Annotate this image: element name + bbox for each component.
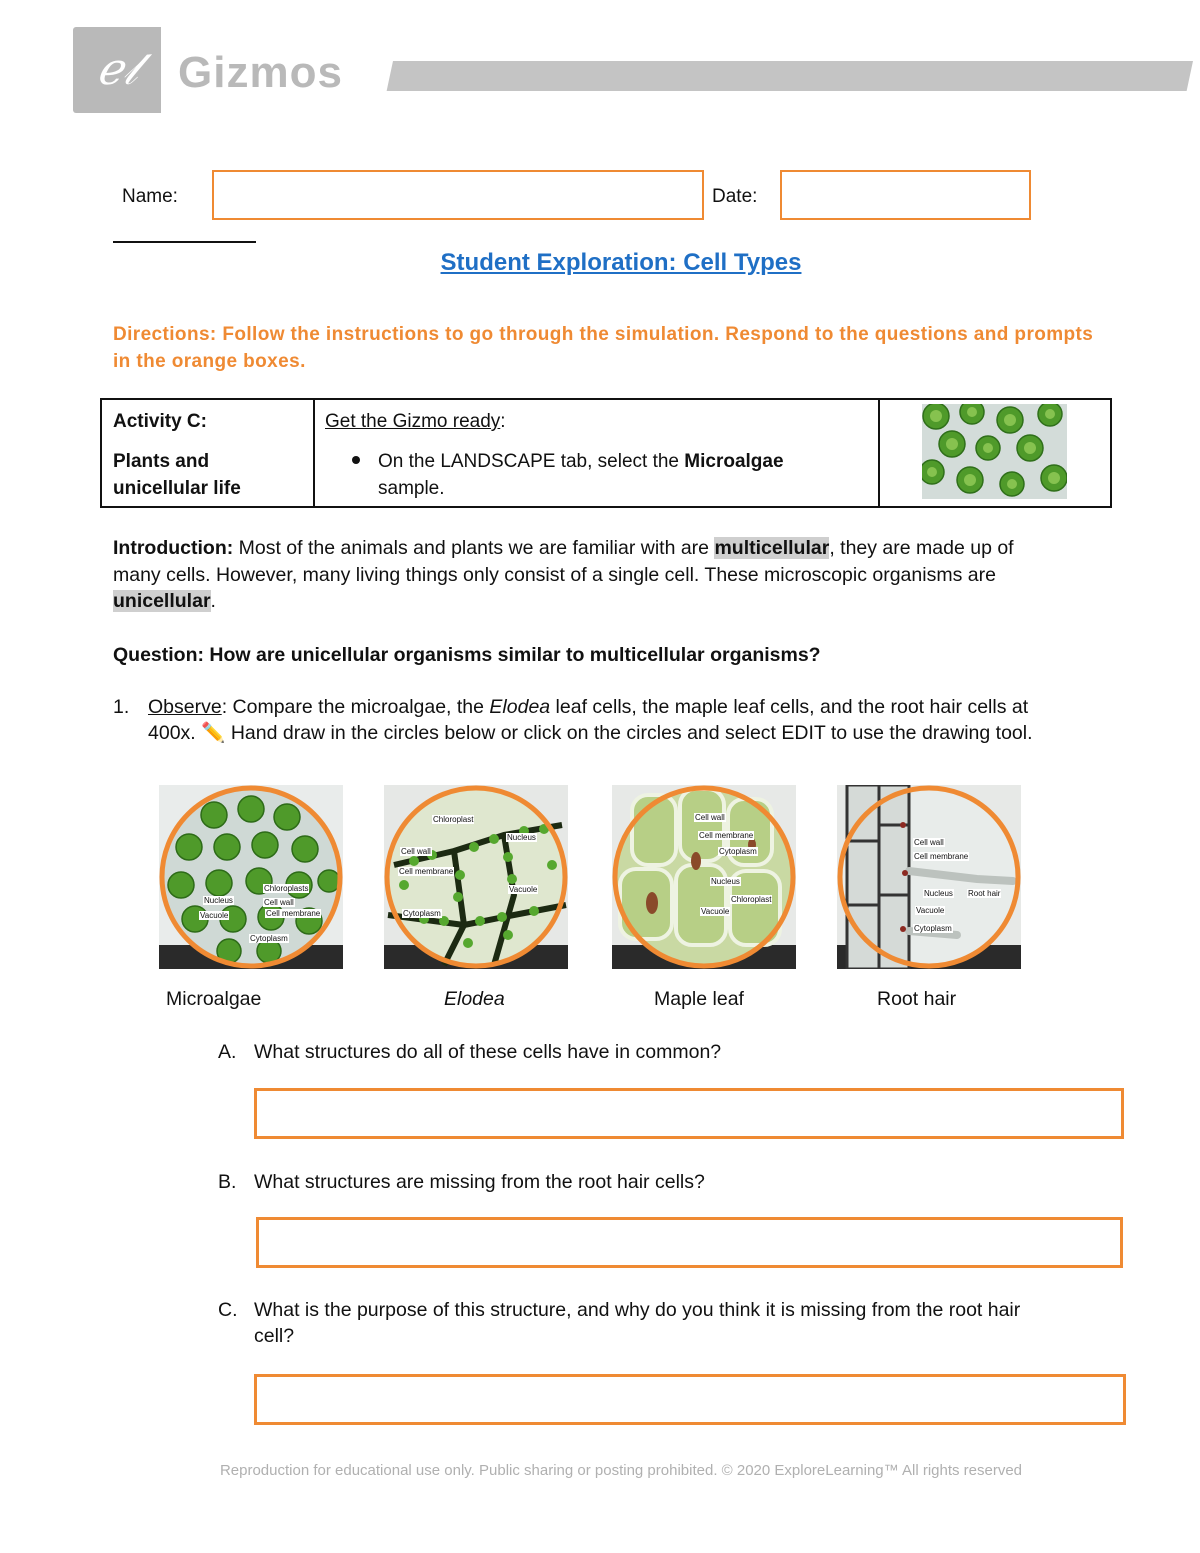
label-cell-membrane: Cell membrane — [266, 909, 321, 918]
maple-leaf-drawing-circle[interactable] — [612, 785, 796, 969]
label-cell-membrane: Cell membrane — [399, 867, 454, 876]
question-b-letter: B. — [218, 1171, 237, 1193]
question-c-text-2: cell? — [254, 1325, 295, 1347]
introduction-text-2: , they are made up of — [829, 537, 1014, 559]
bullet-prefix: On the LANDSCAPE tab, select the — [378, 451, 685, 472]
activity-heading: Activity C: — [113, 411, 207, 432]
introduction-line-2: many cells. However, many living things only consist of a single cell. These microscopic organisms are — [113, 564, 996, 586]
elodea-image — [384, 785, 568, 969]
label-chloroplasts: Chloroplasts — [264, 884, 309, 893]
date-field[interactable] — [780, 170, 1031, 220]
question-a-letter: A. — [218, 1041, 237, 1063]
label-cell-wall: Cell wall — [401, 847, 431, 856]
root-hair-image — [837, 785, 1021, 969]
label-root-hair: Root hair — [968, 889, 1001, 898]
caption-root-hair: Root hair — [877, 988, 957, 1010]
introduction-text-4: . — [210, 590, 216, 612]
introduction-label: Introduction: — [113, 537, 234, 559]
question-c-text-1: What is the purpose of this structure, and why do you think it is missing from the root hair — [254, 1299, 1021, 1321]
activity-subheading-2: unicellular life — [113, 478, 241, 499]
step-1-line-2: 400x. ✏️ Hand draw in the circles below or click on the circles and select EDIT to use the drawing tool. — [148, 722, 1033, 744]
footer-copyright: Reproduction for educational use only. Public sharing or posting prohibited. © 2020 ExploreLearning™ All rights reserved — [219, 1462, 1023, 1479]
label-nucleus: Nucleus — [711, 877, 740, 886]
step-label: Observe — [148, 696, 222, 718]
root-hair-drawing-circle[interactable] — [837, 785, 1021, 969]
question-b-text: What structures are missing from the root hair cells? — [254, 1171, 705, 1193]
step-1-line-1 — [148, 694, 1138, 720]
bullet-line-2: sample. — [378, 478, 445, 499]
microalgae-thumbnail — [922, 404, 1067, 499]
microalgae-drawing-circle[interactable] — [159, 785, 343, 969]
bullet-line-1 — [378, 448, 784, 475]
header-decorative-bar — [387, 61, 1193, 91]
answer-a-box[interactable] — [254, 1088, 1124, 1139]
label-cell-membrane: Cell membrane — [699, 831, 754, 840]
caption-elodea: Elodea — [444, 988, 505, 1010]
label-chloroplast: Chloroplast — [433, 815, 474, 824]
introduction-line-3 — [113, 588, 1113, 614]
label-vacuole: Vacuole — [509, 885, 538, 894]
label-cell-wall: Cell wall — [264, 898, 294, 907]
date-label: Date: — [712, 186, 758, 207]
label-chloroplast: Chloroplast — [731, 895, 772, 904]
label-vacuole: Vacuole — [200, 911, 229, 920]
step-number: 1. — [113, 696, 130, 718]
caption-microalgae: Microalgae — [166, 988, 262, 1010]
name-underline — [113, 241, 256, 243]
label-cell-wall: Cell wall — [914, 838, 944, 847]
elodea-drawing-circle[interactable] — [384, 785, 568, 969]
step-text-a: : Compare the microalgae, the — [221, 696, 490, 718]
term-multicellular: multicellular — [714, 537, 830, 559]
question-text: Question: How are unicellular organisms similar to multicellular organisms? — [113, 644, 821, 666]
gizmo-ready-label: Get the Gizmo ready — [325, 411, 501, 432]
brand-name: Gizmos — [178, 48, 343, 97]
table-divider — [313, 400, 315, 506]
label-vacuole: Vacuole — [916, 906, 945, 915]
page-title: Student Exploration: Cell Types — [440, 249, 802, 276]
label-cytoplasm: Cytoplasm — [914, 924, 952, 933]
microalgae-thumbnail-svg — [922, 404, 1067, 499]
label-cell-wall: Cell wall — [695, 813, 725, 822]
caption-maple-leaf: Maple leaf — [654, 988, 744, 1010]
name-label: Name: — [122, 186, 178, 207]
explorelearning-logo-icon: ℯ𝓁 — [96, 44, 138, 95]
question-a-text: What structures do all of these cells have in common? — [254, 1041, 722, 1063]
step-text-b: leaf cells, the maple leaf cells, and the root hair cells at — [550, 696, 1029, 718]
label-cytoplasm: Cytoplasm — [719, 847, 757, 856]
term-unicellular: unicellular — [113, 590, 211, 612]
bullet-bold: Microalgae — [684, 451, 784, 472]
directions-text: Directions: Follow the instructions to go through the simulation. Respond to the questions and prompts in the orange boxes. — [113, 324, 1094, 372]
activity-subheading-1: Plants and — [113, 451, 210, 472]
label-nucleus: Nucleus — [924, 889, 953, 898]
introduction-text-1: Most of the animals and plants we are familiar with are — [233, 537, 715, 559]
name-field[interactable] — [212, 170, 704, 220]
bullet-icon — [352, 456, 360, 464]
label-cell-membrane: Cell membrane — [914, 852, 969, 861]
label-cytoplasm: Cytoplasm — [250, 934, 288, 943]
label-cytoplasm: Cytoplasm — [403, 909, 441, 918]
label-nucleus: Nucleus — [507, 833, 536, 842]
answer-c-box[interactable] — [254, 1374, 1126, 1425]
introduction-line-1 — [113, 535, 1113, 561]
label-nucleus: Nucleus — [204, 896, 233, 905]
question-c-letter: C. — [218, 1299, 238, 1321]
gizmo-ready-colon: : — [500, 411, 506, 432]
table-divider — [878, 400, 880, 506]
label-vacuole: Vacuole — [701, 907, 730, 916]
answer-b-box[interactable] — [256, 1217, 1123, 1268]
step-italic: Elodea — [489, 696, 551, 718]
gizmo-ready-line — [325, 408, 506, 435]
